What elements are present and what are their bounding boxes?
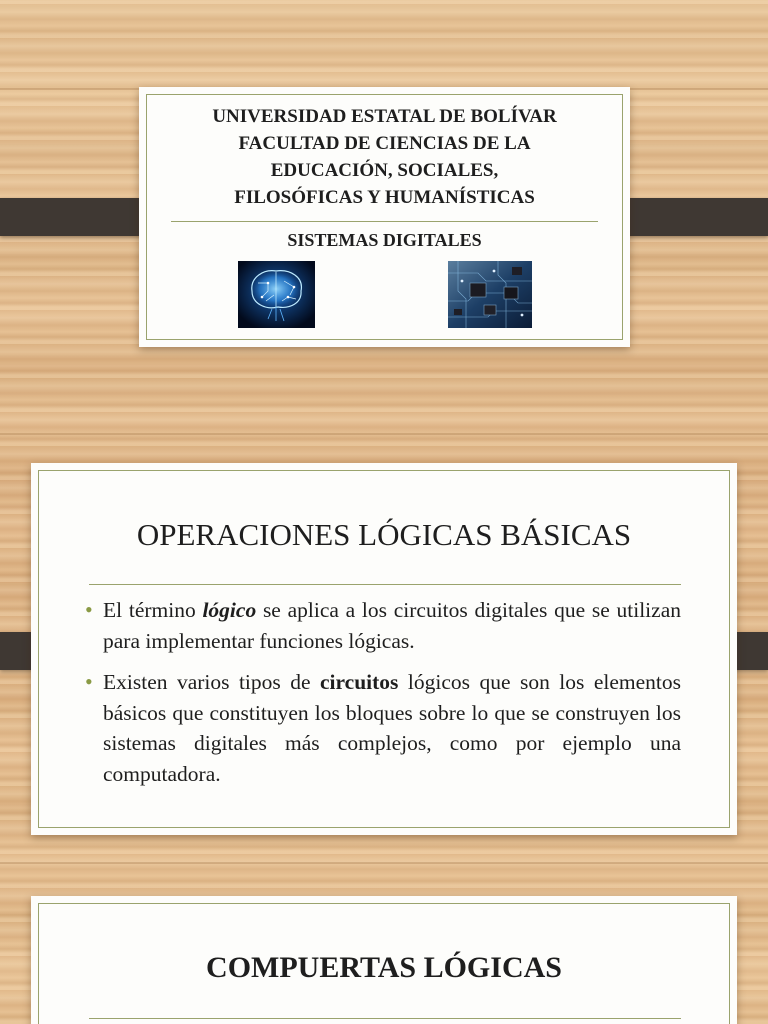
gates-slide xyxy=(31,896,737,1024)
operations-bullet-list xyxy=(85,595,681,800)
university-line-2: FACULTAD DE CIENCIAS DE LA xyxy=(238,133,531,154)
bullet-item xyxy=(85,667,681,789)
wood-seam xyxy=(0,433,768,435)
bullet-emphasis: lógico xyxy=(202,598,257,622)
wood-seam xyxy=(0,862,768,864)
university-line-4: FILOSÓFICAS Y HUMANÍSTICAS xyxy=(234,187,535,208)
gates-divider xyxy=(89,1018,681,1019)
title-slide xyxy=(139,87,630,347)
left-strap xyxy=(0,198,156,236)
subject-title: SISTEMAS DIGITALES xyxy=(287,230,482,250)
bullet-text: se aplica a los circuitos digitales que se utilizan para implementar funciones lógicas. xyxy=(103,598,681,653)
circuit-board-image xyxy=(448,261,532,328)
university-line-3: EDUCACIÓN, SOCIALES, xyxy=(270,160,499,181)
circuit-board-icon xyxy=(448,261,532,328)
bullet-text: lógicos que son los elementos básicos que constituyen los bloques sobre lo que se construyen los sistemas digitales más complejos, como por ejemplo una computadora. xyxy=(103,670,682,786)
bullet-text: Existen varios tipos de xyxy=(103,670,320,694)
operations-slide xyxy=(31,463,737,835)
title-divider xyxy=(171,221,598,222)
university-title xyxy=(149,103,620,211)
bullet-emphasis: circuitos xyxy=(320,670,399,694)
bullet-item xyxy=(85,595,681,656)
right-strap xyxy=(612,198,768,236)
gates-heading: COMPUERTAS LÓGICAS xyxy=(206,951,562,984)
university-line-1: UNIVERSIDAD ESTATAL DE BOLÍVAR xyxy=(212,106,557,127)
brain-circuit-image xyxy=(238,261,315,328)
operations-divider xyxy=(89,584,681,585)
operations-heading: OPERACIONES LÓGICAS BÁSICAS xyxy=(136,517,632,552)
brain-circuit-icon xyxy=(238,261,315,328)
bullet-text: El término xyxy=(103,598,203,622)
